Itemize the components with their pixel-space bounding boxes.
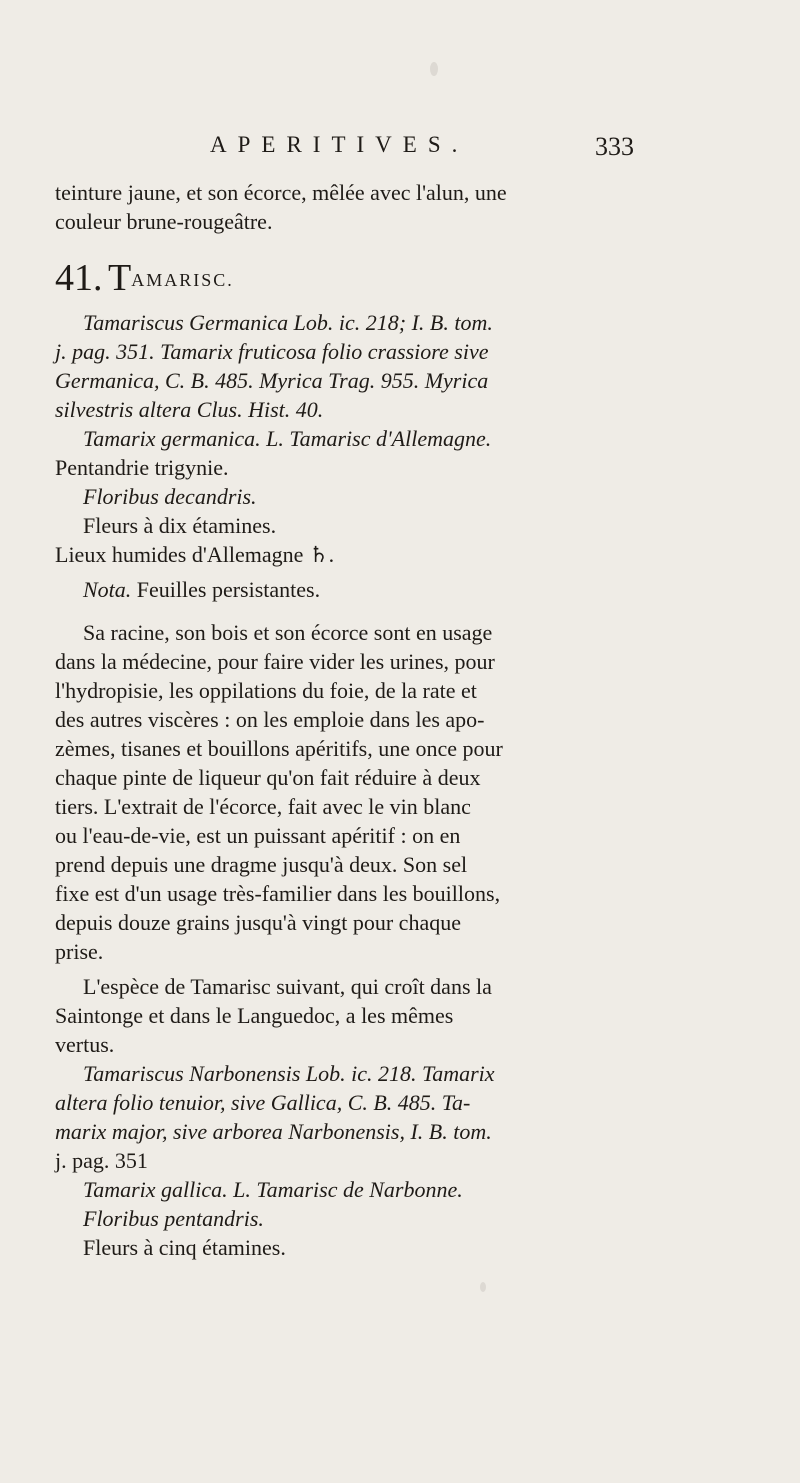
synonym-line: j. pag. 351 [55, 1148, 148, 1173]
note-label: Nota. [83, 577, 132, 602]
text-line: teinture jaune, et son écorce, mêlée avec l'alun, une [55, 180, 507, 205]
page-header [210, 132, 670, 172]
paragraph-line: ou l'eau-de-vie, est un puissant apéritif : on en [55, 823, 461, 848]
paragraph-line: chaque pinte de liqueur qu'on fait réduire à deux [55, 765, 481, 790]
linnaean-description: Fleurs à dix étamines. [83, 513, 277, 538]
paragraph-line: tiers. L'extrait de l'écorce, fait avec le vin blanc [55, 794, 471, 819]
synonym-line: altera folio tenuior, sive Gallica, C. B. 485. Ta- [55, 1090, 471, 1115]
linnaean-character: Floribus pentandris. [83, 1206, 264, 1231]
paragraph-line: dans la médecine, pour faire vider les urines, pour [55, 649, 495, 674]
entry-heading [55, 257, 695, 308]
paragraph-line: vertus. [55, 1032, 115, 1057]
synonym-line: j. pag. 351. Tamarix fruticosa folio crassiore sive [55, 339, 489, 364]
linnaean-class: Pentandrie trigynie. [55, 455, 229, 480]
entry-title-initial: T [108, 257, 132, 299]
paper-spot [480, 1282, 486, 1292]
linnaean-name: Tamarix germanica. L. Tamarisc d'Allemagne. [83, 426, 492, 451]
note-line [55, 575, 695, 604]
paragraph-line: depuis douze grains jusqu'à vingt pour chaque [55, 910, 461, 935]
page-number: 333 [595, 132, 634, 161]
entry-number: 41. [55, 257, 103, 299]
paragraph-line: zèmes, tisanes et bouillons apéritifs, une once pour [55, 736, 503, 761]
paragraph-line: L'espèce de Tamarisc suivant, qui croît dans la [83, 974, 492, 999]
habitat-line: Lieux humides d'Allemagne ♄. [55, 542, 335, 567]
paragraph-line: fixe est d'un usage très-familier dans les bouillons, [55, 881, 501, 906]
paper-spot [430, 62, 438, 76]
linnaean-name: Tamarix gallica. L. Tamarisc de Narbonne. [83, 1177, 463, 1202]
paragraph-line: Saintonge et dans le Languedoc, a les mêmes [55, 1003, 454, 1028]
paragraph-line: prise. [55, 939, 104, 964]
synonym-line: Tamariscus Narbonensis Lob. ic. 218. Tamarix [83, 1061, 495, 1086]
paragraph-line: prend depuis une dragme jusqu'à deux. Son sel [55, 852, 468, 877]
paragraph-line: Sa racine, son bois et son écorce sont en usage [83, 620, 493, 645]
paragraph-line: des autres viscères : on les emploie dans les apo- [55, 707, 485, 732]
synonym-line: marix major, sive arborea Narbonensis, I. B. tom. [55, 1119, 492, 1144]
page-body [55, 178, 695, 1262]
synonym-line: Germanica, C. B. 485. Myrica Trag. 955. Myrica [55, 368, 489, 393]
linnaean-character: Floribus decandris. [83, 484, 257, 509]
linnaean-description: Fleurs à cinq étamines. [83, 1235, 286, 1260]
paragraph-line: l'hydropisie, les oppilations du foie, de la rate et [55, 678, 477, 703]
running-title: APERITIVES. [210, 132, 469, 157]
note-text: Feuilles persistantes. [136, 577, 321, 602]
synonym-line: silvestris altera Clus. Hist. 40. [55, 397, 324, 422]
synonym-line: Tamariscus Germanica Lob. ic. 218; I. B. tom. [83, 310, 493, 335]
text-line: couleur brune-rougeâtre. [55, 209, 273, 234]
entry-title: AMARISC. [131, 270, 234, 290]
